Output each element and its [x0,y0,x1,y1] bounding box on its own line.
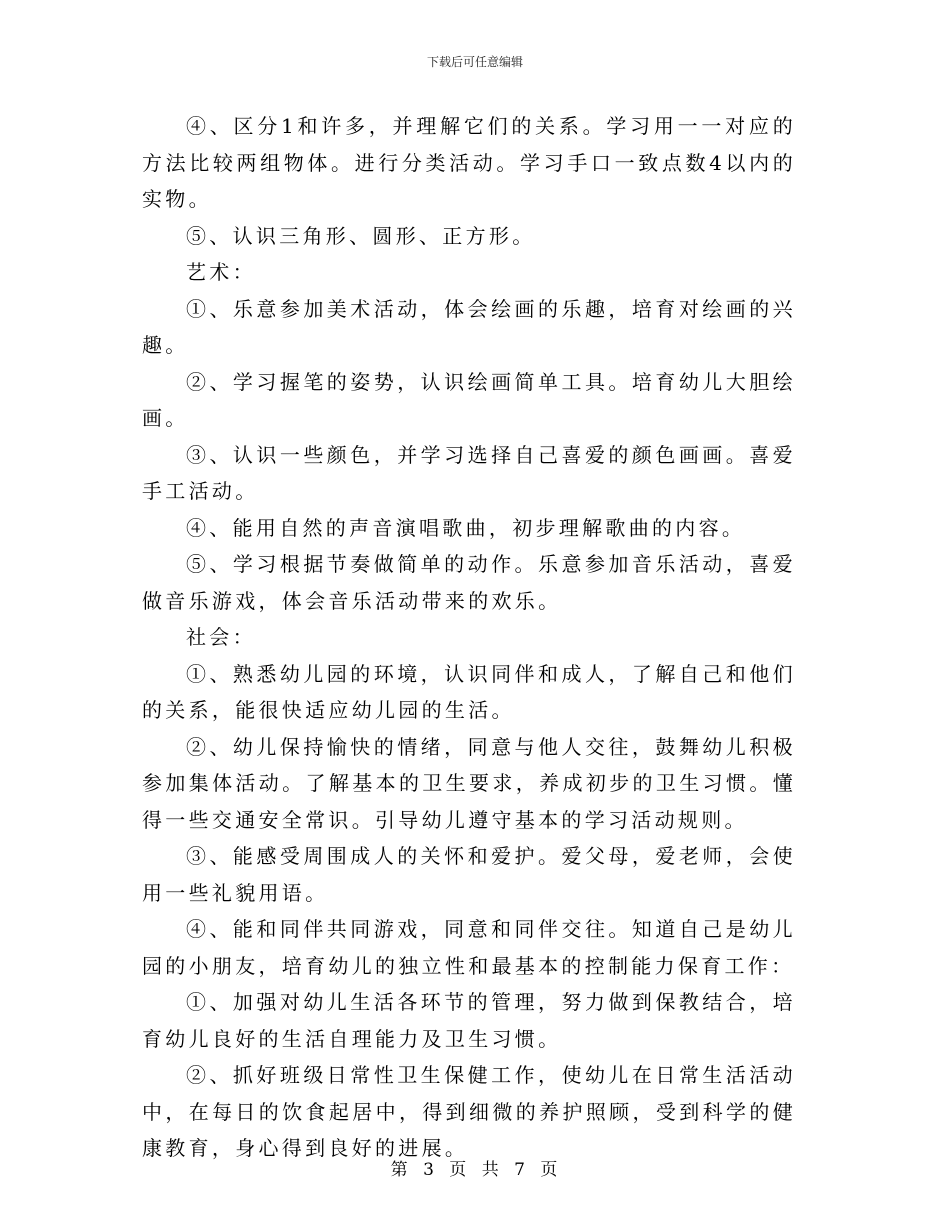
paragraph-art-item-1: ①、乐意参加美术活动，体会绘画的乐趣，培育对绘画的兴趣。 [142,296,796,357]
paragraph-art-item-4: ④、能用自然的声音演唱歌曲，初步理解歌曲的内容。 [186,515,746,540]
paragraph-art-item-3: ③、认识一些颜色，并学习选择自己喜爱的颜色画画。喜爱手工活动。 [142,442,796,503]
paragraph-math-item-4: ④、区分1和许多，并理解它们的关系。学习用一一对应的方法比较两组物体。进行分类活动。学习手口一致点数4以内的实物。 [142,114,796,211]
section-heading-society: 社会： [186,625,256,649]
paragraph-society-item-2: ②、幼儿保持愉快的情绪，同意与他人交往，鼓舞幼儿积极参加集体活动。了解基本的卫生要求，养成初步的卫生习惯。懂得一些交通安全常识。引导幼儿遵守基本的学习活动规则。 [142,734,796,832]
page-number: 第 3 页 共 7 页 [390,1160,560,1180]
paragraph-society-item-1: ①、熟悉幼儿园的环境，认识同伴和成人，了解自己和他们的关系，能很快适应幼儿园的生活。 [142,661,796,722]
paragraph-care-item-2: ②、抓好班级日常性卫生保健工作，使幼儿在日常生活活动中，在每日的饮食起居中，得到细微的养护照顾，受到科学的健康教育，身心得到良好的进展。 [142,1063,796,1160]
paragraph-art-item-5: ⑤、学习根据节奏做简单的动作。乐意参加音乐活动，喜爱做音乐游戏，体会音乐活动带来的欢乐。 [142,552,796,613]
paragraph-math-item-5: ⑤、认识三角形、圆形、正方形。 [186,223,536,248]
paragraph-care-item-1: ①、加强对幼儿生活各环节的管理，努力做到保教结合，培育幼儿良好的生活自理能力及卫生习惯。 [142,990,796,1051]
paragraph-society-item-3: ③、能感受周围成人的关怀和爱护。爱父母，爱老师，会使用一些礼貌用语。 [142,844,796,905]
section-heading-art: 艺术： [186,260,256,284]
paragraph-art-item-2: ②、学习握笔的姿势，认识绘画简单工具。培育幼儿大胆绘画。 [142,369,796,430]
document-body [142,108,796,1167]
paragraph-society-item-4: ④、能和同伴共同游戏，同意和同伴交往。知道自己是幼儿园的小朋友，培育幼儿的独立性和最基本的控制能力保育工作： [142,917,796,978]
page-header: 下载后可任意编辑 [426,55,523,69]
